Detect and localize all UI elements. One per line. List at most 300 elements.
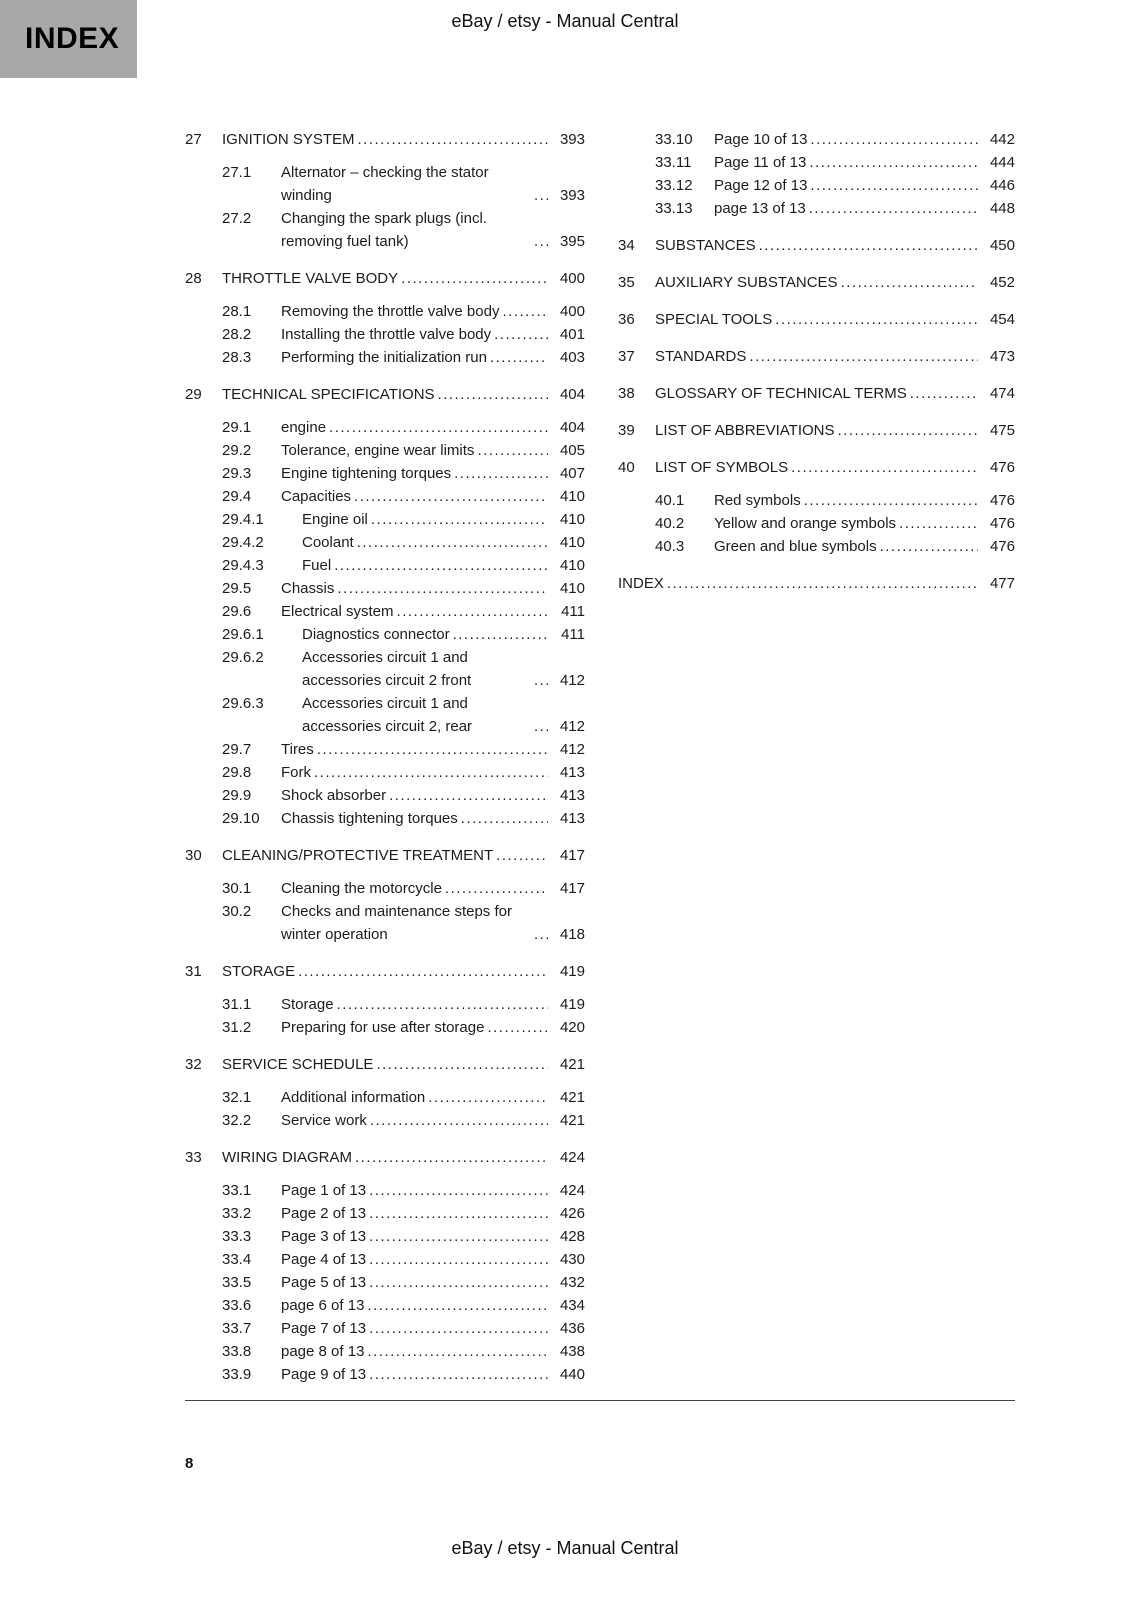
dotted-leader (899, 512, 978, 535)
toc-entry-page: 421 (559, 1112, 585, 1129)
toc-entry-27-1 (185, 161, 585, 207)
toc-entry-body (222, 1053, 585, 1076)
toc-entry-page: 440 (559, 1366, 585, 1383)
toc-entry-40-3 (618, 535, 1015, 558)
toc-entry-number: 37 (618, 348, 635, 365)
toc-entry-number: 32 (185, 1056, 202, 1073)
dotted-leader (461, 807, 548, 830)
toc-entry-33-6 (185, 1294, 585, 1317)
toc-entry-30-2 (185, 900, 585, 946)
toc-entry-page: 476 (989, 538, 1015, 555)
toc-entry-33-12 (618, 174, 1015, 197)
toc-entry-body (222, 1146, 585, 1169)
dotted-leader (534, 669, 548, 692)
toc-entry-number: 39 (618, 422, 635, 439)
dotted-leader (810, 174, 978, 197)
toc-entry-body (714, 489, 1015, 512)
toc-entry-number: 33 (185, 1149, 202, 1166)
toc-entry-28-3 (185, 346, 585, 369)
toc-entry-page: 393 (559, 187, 585, 204)
toc-entry-page: 442 (989, 131, 1015, 148)
toc-entry-page: 418 (559, 926, 585, 943)
toc-entry-27 (185, 128, 585, 151)
toc-entry-number: 40.2 (655, 515, 685, 532)
dotted-leader (749, 345, 978, 368)
toc-entry-body (281, 1363, 585, 1386)
toc-entry-number: 31.2 (222, 1019, 252, 1036)
toc-entry-29-5 (185, 577, 585, 600)
toc-entry-40-2 (618, 512, 1015, 535)
toc-entry-page: 413 (559, 764, 585, 781)
toc-entry-39 (618, 419, 1015, 442)
toc-entry-page: 404 (559, 419, 585, 436)
toc-entry-number: 29.1 (222, 419, 252, 436)
toc-entry-number: 30.2 (222, 903, 252, 920)
toc-entry-page: 452 (989, 274, 1015, 291)
toc-entry-33-8 (185, 1340, 585, 1363)
toc-entry-number: 38 (618, 385, 635, 402)
toc-entry-page: 476 (989, 515, 1015, 532)
toc-entry-33-13 (618, 197, 1015, 220)
toc-entry-body (281, 577, 585, 600)
toc-right-column (618, 128, 1015, 1386)
toc-entry-number: 33.4 (222, 1251, 252, 1268)
toc-entry-body (618, 572, 1015, 595)
toc-entry-title: page 8 of 13 (281, 1343, 365, 1360)
toc-entry-title: Cleaning the motorcycle (281, 880, 442, 897)
toc-entry-body (222, 960, 585, 983)
toc-entry-body (655, 308, 1015, 331)
dotted-leader (502, 300, 548, 323)
dotted-leader (329, 416, 548, 439)
dotted-leader (401, 267, 548, 290)
toc-entry-31-2 (185, 1016, 585, 1039)
toc-entry-body (655, 271, 1015, 294)
toc-entry-page: 412 (559, 718, 585, 735)
toc-entry-number: 30.1 (222, 880, 252, 897)
toc-entry-body (655, 419, 1015, 442)
toc-entry-page: 400 (559, 303, 585, 320)
toc-entry-title: Service work (281, 1112, 367, 1129)
toc-entry-number: 33.13 (655, 200, 693, 217)
dotted-leader (376, 1053, 548, 1076)
toc-entry-page: 420 (559, 1019, 585, 1036)
toc-entry-title: CLEANING/PROTECTIVE TREATMENT (222, 847, 494, 864)
toc-entry-number: 35 (618, 274, 635, 291)
toc-entry-number: 33.11 (655, 154, 692, 171)
toc-entry-body (281, 877, 585, 900)
toc-entry-page: 411 (561, 626, 585, 643)
toc-entry-body (655, 345, 1015, 368)
toc-entry-title: Page 11 of 13 (714, 154, 807, 171)
toc-entry-page: 410 (559, 557, 585, 574)
toc-entry-title: Page 5 of 13 (281, 1274, 367, 1291)
toc-entry-29-9 (185, 784, 585, 807)
toc-entry-title: Green and blue symbols (714, 538, 877, 555)
toc-entry-number: 33.8 (222, 1343, 252, 1360)
dotted-leader (810, 128, 978, 151)
toc-entry-page: 473 (989, 348, 1015, 365)
toc-entry-page: 430 (559, 1251, 585, 1268)
dotted-leader (453, 623, 548, 646)
toc-entry-title: Additional information (281, 1089, 426, 1106)
dotted-leader (454, 462, 548, 485)
toc-entry-title: SPECIAL TOOLS (655, 311, 773, 328)
toc-entry-number: 33.1 (222, 1182, 252, 1199)
toc-entry-body (714, 174, 1015, 197)
page-footer-title: eBay / etsy - Manual Central (451, 1538, 679, 1558)
toc-entry-number: 40 (618, 459, 635, 476)
toc-entry-29-10 (185, 807, 585, 830)
toc-entry-page: 438 (559, 1343, 585, 1360)
dotted-leader (337, 993, 548, 1016)
toc-entry-29-4-3 (185, 554, 585, 577)
toc-entry-body (281, 738, 585, 761)
dotted-leader (367, 1294, 548, 1317)
toc-entry-title: Electrical system (281, 603, 394, 620)
dotted-leader (369, 1271, 548, 1294)
toc-entry-number: 29.6.3 (222, 695, 264, 712)
toc-entry-body (655, 456, 1015, 479)
dotted-leader (317, 738, 548, 761)
toc-entry-body (222, 383, 585, 406)
toc-entry-number: 36 (618, 311, 635, 328)
toc-entry-body (281, 346, 585, 369)
toc-entry-title: LIST OF ABBREVIATIONS (655, 422, 835, 439)
toc-entry-title: Engine oil (302, 511, 368, 528)
toc-entry-title: Page 12 of 13 (714, 177, 808, 194)
toc-entry-number: 29.2 (222, 442, 252, 459)
toc-entry-body (281, 1016, 585, 1039)
toc-entry-title: Page 4 of 13 (281, 1251, 367, 1268)
dotted-leader (477, 439, 548, 462)
toc-entry-number: 29.3 (222, 465, 252, 482)
toc-entry-body (281, 900, 585, 946)
dotted-leader (804, 489, 978, 512)
toc-entry-title: Page 1 of 13 (281, 1182, 367, 1199)
toc-entry-number: 30 (185, 847, 202, 864)
toc-entry-body (281, 993, 585, 1016)
dotted-leader (369, 1317, 548, 1340)
dotted-leader (667, 572, 978, 595)
toc-entry-page: 476 (989, 492, 1015, 509)
toc-entry-body (302, 646, 585, 692)
dotted-leader (355, 1146, 548, 1169)
toc-entry-body (281, 323, 585, 346)
toc-entry-title: TECHNICAL SPECIFICATIONS (222, 386, 435, 403)
toc-entry-page: 450 (989, 237, 1015, 254)
toc-entry-page: 454 (989, 311, 1015, 328)
toc-entry-29 (185, 383, 585, 406)
toc-entry-37 (618, 345, 1015, 368)
toc-entry-body (222, 844, 585, 867)
toc-entry-title: Fork (281, 764, 311, 781)
toc-entry-number: 27.2 (222, 210, 252, 227)
toc-entry-body (714, 535, 1015, 558)
toc-entry-title: WIRING DIAGRAM (222, 1149, 352, 1166)
toc-entry-number: 31 (185, 963, 202, 980)
toc-entry-number: 29.4.2 (222, 534, 264, 551)
toc-entry-number: 34 (618, 237, 635, 254)
toc-entry-number: 29.7 (222, 741, 252, 758)
toc-entry-page: 428 (559, 1228, 585, 1245)
toc-entry-title: Tires (281, 741, 314, 758)
dotted-leader (367, 1340, 548, 1363)
toc-entry-body (302, 623, 585, 646)
toc-entry-33-1 (185, 1179, 585, 1202)
toc-entry-title: Accessories circuit 1 and accessories circuit 2, rear (302, 695, 473, 735)
toc-entry-body (281, 1271, 585, 1294)
footer-divider (185, 1400, 1015, 1401)
toc-entry-title: Tolerance, engine wear limits (281, 442, 475, 459)
toc-entry-number: 29.10 (222, 810, 260, 827)
toc-entry-page: 421 (559, 1089, 585, 1106)
toc-entry-number: 29.4.3 (222, 557, 264, 574)
toc-entry-title: Alternator – checking the stator winding (281, 164, 489, 204)
toc-entry-page: 444 (989, 154, 1015, 171)
toc-entry-body (281, 485, 585, 508)
toc-entry-page: 475 (989, 422, 1015, 439)
toc-entry-29-6 (185, 600, 585, 623)
toc-entry-body (714, 512, 1015, 535)
toc-entry-title: GLOSSARY OF TECHNICAL TERMS (655, 385, 907, 402)
toc-entry-29-4-1 (185, 508, 585, 531)
toc-entry-33-10 (618, 128, 1015, 151)
toc-entry-number: 29.6.2 (222, 649, 264, 666)
toc-entry-page: 405 (559, 442, 585, 459)
dotted-leader (369, 1202, 548, 1225)
toc-entry-29-6-2 (185, 646, 585, 692)
toc-entry-number: 29.4 (222, 488, 252, 505)
toc-entry-number: 29.8 (222, 764, 252, 781)
toc-entry-29-8 (185, 761, 585, 784)
toc-entry-33-2 (185, 1202, 585, 1225)
toc-entry-body (281, 1248, 585, 1271)
toc-entry-number: 29.9 (222, 787, 252, 804)
toc-entry-body (714, 128, 1015, 151)
toc-entry-title: Page 3 of 13 (281, 1228, 367, 1245)
toc-entry-title: Removing the throttle valve body (281, 303, 500, 320)
dotted-leader (910, 382, 978, 405)
toc-entry-number: 33.9 (222, 1366, 252, 1383)
toc-entry-32-2 (185, 1109, 585, 1132)
toc-entry-number: 40.3 (655, 538, 685, 555)
dotted-leader (534, 230, 548, 253)
toc-entry-body (281, 161, 585, 207)
toc-entry-29-6-3 (185, 692, 585, 738)
toc-entry-38 (618, 382, 1015, 405)
toc-entry-33-11 (618, 151, 1015, 174)
toc-entry-number: 27 (185, 131, 202, 148)
toc-entry-title: engine (281, 419, 327, 436)
toc-entry-number: 33.6 (222, 1297, 252, 1314)
toc-entry-title: SERVICE SCHEDULE (222, 1056, 374, 1073)
toc-entry-34 (618, 234, 1015, 257)
toc-entry-body (281, 1294, 585, 1317)
toc-entry-number: 28.3 (222, 349, 252, 366)
toc-entry-page: 424 (559, 1182, 585, 1199)
dotted-leader (438, 383, 548, 406)
dotted-leader (445, 877, 548, 900)
table-of-contents (185, 128, 1015, 1386)
toc-entry-body (281, 784, 585, 807)
dotted-leader (428, 1086, 548, 1109)
toc-entry-title: Engine tightening torques (281, 465, 452, 482)
toc-entry-title: Yellow and orange symbols (714, 515, 897, 532)
dotted-leader (534, 715, 548, 738)
toc-entry-body (281, 462, 585, 485)
toc-entry-body (714, 197, 1015, 220)
toc-entry-body (302, 508, 585, 531)
dotted-leader (371, 508, 548, 531)
toc-entry-32-1 (185, 1086, 585, 1109)
toc-entry-page: 426 (559, 1205, 585, 1222)
toc-entry-body (281, 439, 585, 462)
dotted-leader (496, 844, 548, 867)
dotted-leader (534, 923, 548, 946)
toc-entry-number: 29.6.1 (222, 626, 264, 643)
toc-entry-29-4 (185, 485, 585, 508)
dotted-leader (880, 535, 978, 558)
toc-entry-page: 410 (559, 488, 585, 505)
toc-entry-page: 436 (559, 1320, 585, 1337)
toc-entry-page: 403 (559, 349, 585, 366)
toc-entry-number: 32.1 (222, 1089, 252, 1106)
toc-entry-number: 29.4.1 (222, 511, 264, 528)
toc-entry-page: 421 (559, 1056, 585, 1073)
toc-entry-page: 474 (989, 385, 1015, 402)
toc-entry-33-3 (185, 1225, 585, 1248)
dotted-leader (397, 600, 548, 623)
toc-entry-number: 33.12 (655, 177, 693, 194)
toc-entry-40-1 (618, 489, 1015, 512)
toc-entry-title: Changing the spark plugs (incl. removing fuel tank) (281, 210, 487, 250)
toc-entry-31 (185, 960, 585, 983)
toc-entry-31-1 (185, 993, 585, 1016)
toc-entry-title: Checks and maintenance steps for winter operation (281, 903, 512, 943)
toc-entry-title: Page 2 of 13 (281, 1205, 367, 1222)
toc-entry-number: 32.2 (222, 1112, 252, 1129)
toc-entry-page: 410 (559, 511, 585, 528)
toc-entry-29-2 (185, 439, 585, 462)
toc-entry-body (281, 807, 585, 830)
toc-entry-title: Shock absorber (281, 787, 387, 804)
toc-entry-page: 411 (561, 603, 585, 620)
toc-entry-title: IGNITION SYSTEM (222, 131, 355, 148)
toc-entry-33-4 (185, 1248, 585, 1271)
toc-entry-title: Fuel (302, 557, 332, 574)
toc-entry-page: 446 (989, 177, 1015, 194)
toc-entry-page: 477 (989, 575, 1015, 592)
toc-entry-page: 413 (559, 810, 585, 827)
toc-entry-title: Storage (281, 996, 334, 1013)
toc-entry-page: 434 (559, 1297, 585, 1314)
toc-entry-35 (618, 271, 1015, 294)
toc-entry-body (281, 1225, 585, 1248)
toc-entry-page: 424 (559, 1149, 585, 1166)
dotted-leader (369, 1179, 548, 1202)
dotted-leader (487, 1016, 548, 1039)
toc-entry-28 (185, 267, 585, 290)
page-header-title: eBay / etsy - Manual Central (451, 11, 679, 31)
toc-entry-40 (618, 456, 1015, 479)
toc-entry-number: 33.5 (222, 1274, 252, 1291)
toc-entry-body (281, 416, 585, 439)
toc-entry-body (281, 300, 585, 323)
toc-entry-page: 413 (559, 787, 585, 804)
toc-left-column (185, 128, 585, 1386)
toc-entry-body (281, 1179, 585, 1202)
toc-entry-30 (185, 844, 585, 867)
toc-entry-number: 28.1 (222, 303, 252, 320)
toc-entry-index (618, 572, 1015, 595)
toc-entry-body (302, 692, 585, 738)
toc-entry-number: 31.1 (222, 996, 252, 1013)
toc-entry-title: Capacities (281, 488, 352, 505)
toc-entry-title: THROTTLE VALVE BODY (222, 270, 399, 287)
toc-entry-title: Chassis tightening torques (281, 810, 458, 827)
toc-entry-title: AUXILIARY SUBSTANCES (655, 274, 838, 291)
toc-entry-page: 410 (559, 534, 585, 551)
toc-entry-number: 33.10 (655, 131, 693, 148)
toc-entry-number: 29.5 (222, 580, 252, 597)
dotted-leader (337, 577, 548, 600)
toc-entry-title: Accessories circuit 1 and accessories circuit 2 front (302, 649, 472, 689)
toc-entry-body (222, 267, 585, 290)
toc-entry-number: 33.7 (222, 1320, 252, 1337)
toc-entry-page: 419 (559, 996, 585, 1013)
dotted-leader (809, 151, 978, 174)
toc-entry-page: 432 (559, 1274, 585, 1291)
dotted-leader (298, 960, 548, 983)
toc-entry-page: 393 (559, 131, 585, 148)
dotted-leader (314, 761, 548, 784)
toc-entry-body (281, 600, 585, 623)
toc-entry-number: 33.3 (222, 1228, 252, 1245)
dotted-leader (369, 1363, 548, 1386)
toc-entry-body (302, 554, 585, 577)
dotted-leader (354, 485, 548, 508)
dotted-leader (334, 554, 548, 577)
toc-entry-body (281, 1317, 585, 1340)
toc-entry-page: 417 (559, 847, 585, 864)
toc-entry-body (222, 128, 585, 151)
dotted-leader (841, 271, 978, 294)
toc-entry-title: STORAGE (222, 963, 296, 980)
toc-entry-title: page 6 of 13 (281, 1297, 365, 1314)
toc-entry-number: 40.1 (655, 492, 685, 509)
toc-entry-28-2 (185, 323, 585, 346)
toc-entry-title: STANDARDS (655, 348, 747, 365)
dotted-leader (775, 308, 978, 331)
dotted-leader (357, 531, 548, 554)
toc-entry-body (281, 1086, 585, 1109)
toc-entry-page: 412 (559, 672, 585, 689)
toc-entry-33-9 (185, 1363, 585, 1386)
index-tab-label: INDEX (25, 22, 120, 55)
toc-entry-body (302, 531, 585, 554)
toc-entry-page: 417 (559, 880, 585, 897)
toc-entry-29-7 (185, 738, 585, 761)
toc-entry-number: 28.2 (222, 326, 252, 343)
toc-entry-body (281, 1340, 585, 1363)
toc-entry-page: 476 (989, 459, 1015, 476)
toc-entry-title: Performing the initialization run (281, 349, 487, 366)
toc-entry-33 (185, 1146, 585, 1169)
toc-entry-page: 410 (559, 580, 585, 597)
toc-entry-page: 401 (559, 326, 585, 343)
dotted-leader (389, 784, 548, 807)
